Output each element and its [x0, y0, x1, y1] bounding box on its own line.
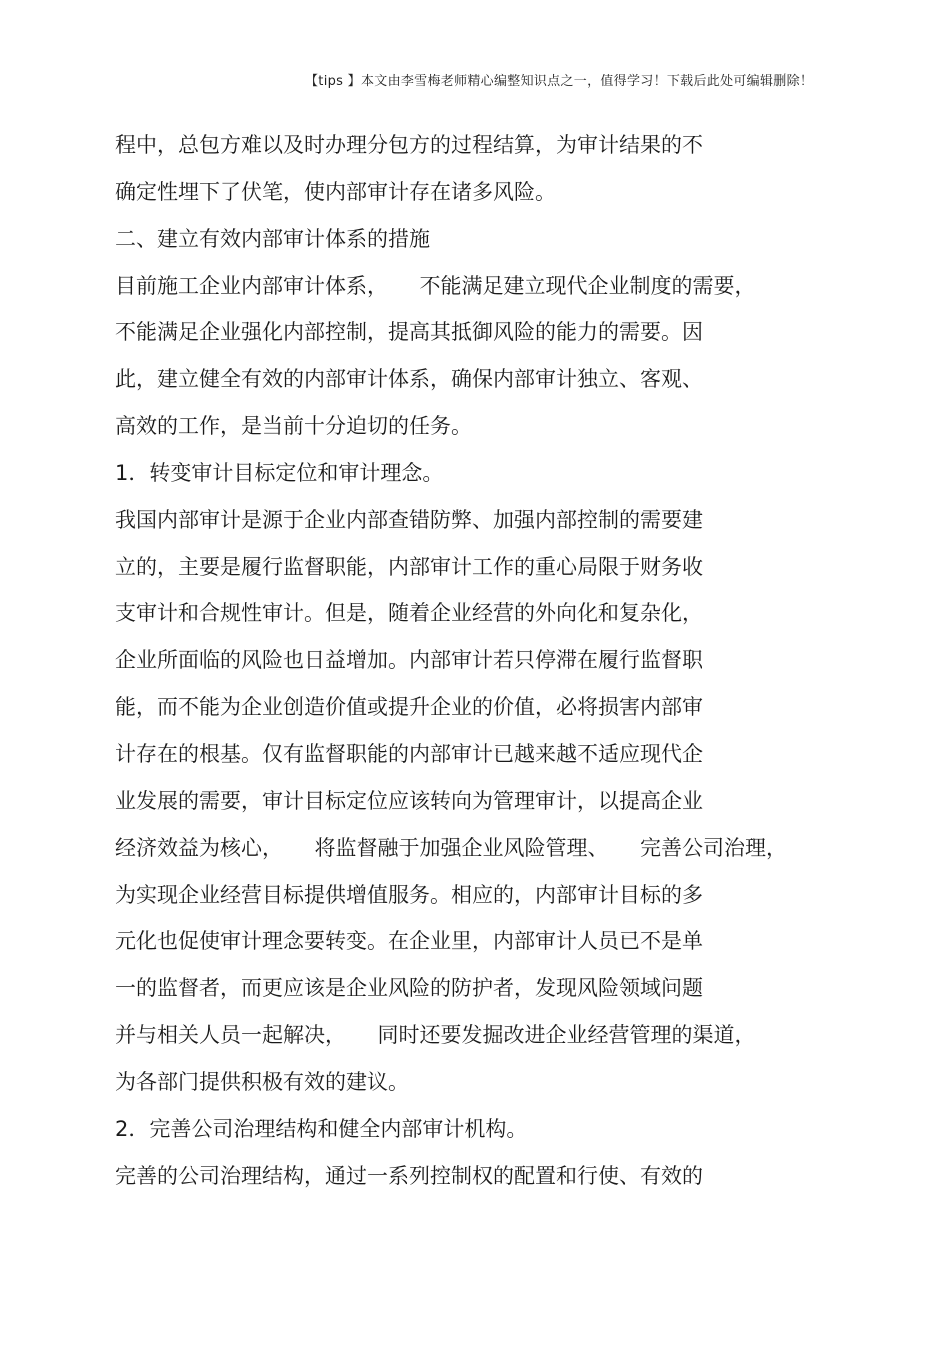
text-line: 不能满足企业强化内部控制，提高其抵御风险的能力的需要。因 [115, 320, 703, 345]
text-line: 企业所面临的风险也日益增加。内部审计若只停滞在履行监督职 [115, 648, 703, 673]
text-line: 并与相关人员一起解决， 同时还要发掘改进企业经营管理的渠道， [115, 1023, 756, 1048]
text-line: 计存在的根基。仅有监督职能的内部审计已越来越不适应现代企 [115, 741, 703, 766]
text-line: 一的监督者，而更应该是企业风险的防护者，发现风险领域问题 [115, 976, 703, 1001]
text-line: 经济效益为核心， 将监督融于加强企业风险管理、 完善公司治理， [115, 835, 787, 860]
text-line: 为实现企业经营目标提供增值服务。相应的，内部审计目标的多 [115, 882, 703, 907]
text-line: 我国内部审计是源于企业内部查错防弊、加强内部控制的需要建 [115, 507, 703, 532]
document-body [115, 129, 835, 1206]
text-line: 完善的公司治理结构，通过一系列控制权的配置和行使、有效的 [115, 1163, 703, 1188]
text-line: 业发展的需要，审计目标定位应该转向为管理审计，以提高企业 [115, 788, 703, 813]
subsection-heading: 1．转变审计目标定位和审计理念。 [115, 460, 444, 485]
text-line: 能，而不能为企业创造价值或提升企业的价值，必将损害内部审 [115, 695, 703, 720]
section-heading: 二、建立有效内部审计体系的措施 [115, 226, 430, 251]
subsection-heading: 2．完善公司治理结构和健全内部审计机构。 [115, 1116, 528, 1141]
text-line: 支审计和合规性审计。但是，随着企业经营的外向化和复杂化， [115, 601, 703, 626]
text-line: 目前施工企业内部审计体系， 不能满足建立现代企业制度的需要， [115, 273, 756, 298]
text-line: 为各部门提供积极有效的建议。 [115, 1069, 409, 1094]
text-line: 高效的工作，是当前十分迫切的任务。 [115, 414, 472, 439]
text-line: 确定性埋下了伏笔，使内部审计存在诸多风险。 [115, 179, 556, 204]
text-line: 立的，主要是履行监督职能，内部审计工作的重心局限于财务收 [115, 554, 703, 579]
header-tip: 【tips 】本文由李雪梅老师精心编整知识点之一，值得学习！下载后此处可编辑删除！ [305, 74, 814, 89]
text-line: 此，建立健全有效的内部审计体系，确保内部审计独立、客观、 [115, 367, 703, 392]
text-line: 程中，总包方难以及时办理分包方的过程结算，为审计结果的不 [115, 133, 703, 157]
text-line: 元化也促使审计理念要转变。在企业里，内部审计人员已不是单 [115, 929, 703, 954]
